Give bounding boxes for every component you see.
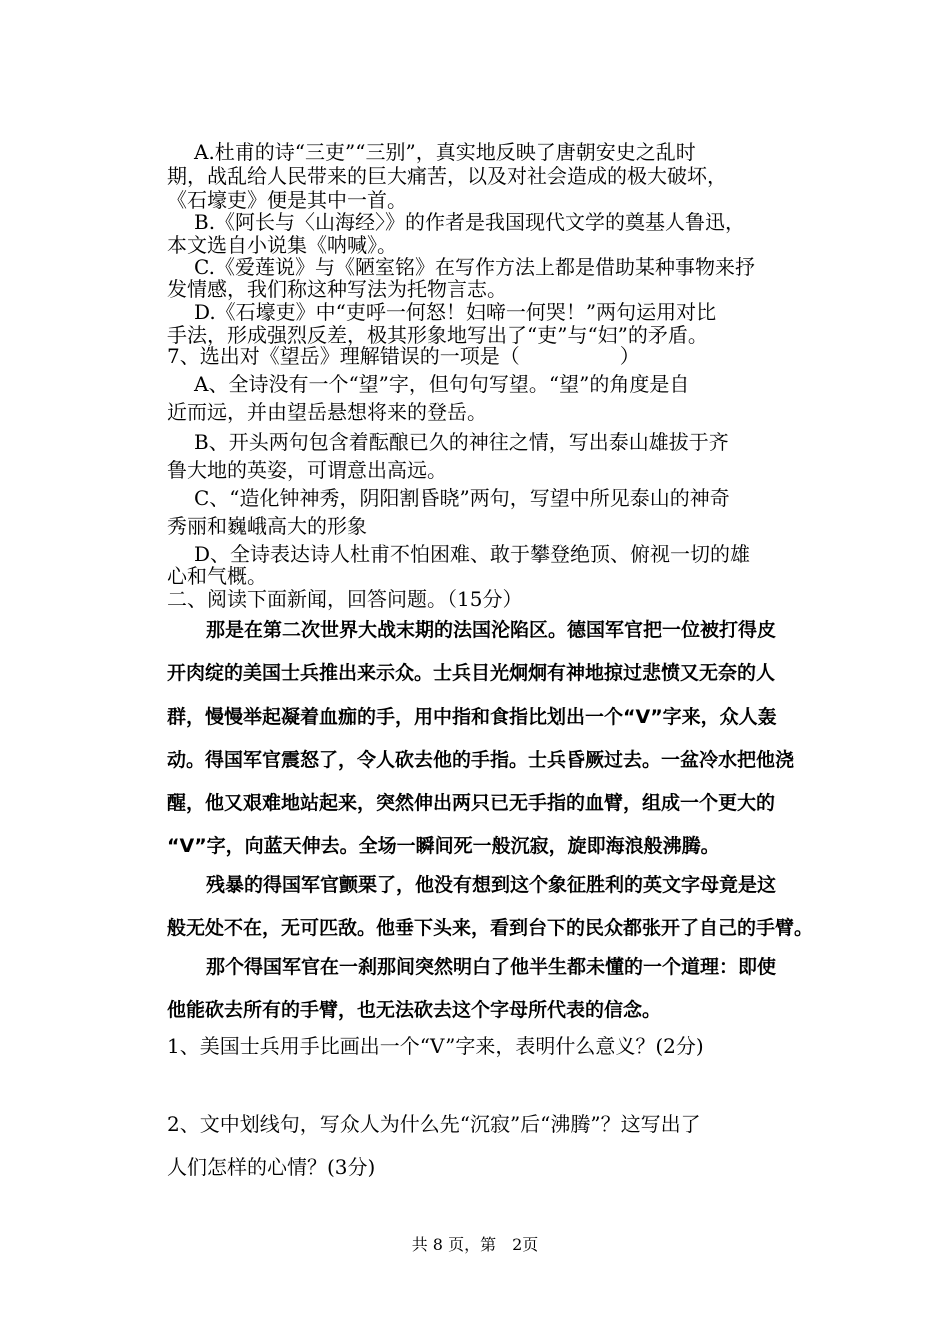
- option-d-line-1: D.《石壕吏》中“吏呼一何怒！妇啼一何哭！”两句运用对比: [194, 300, 717, 324]
- q7-option-d-line-2: 心和气概。: [167, 564, 267, 588]
- passage-p2-line-2: 般无处不在，无可匹敌。他垂下头来，看到台下的民众都张开了自己的手臂。: [167, 917, 814, 939]
- page-footer: 共 8 页，第 2页: [411, 1235, 539, 1254]
- q7-option-c-line-2: 秀丽和巍峨高大的形象: [167, 514, 367, 538]
- option-a-line-3: 《石壕吏》便是其中一首。: [167, 188, 407, 212]
- passage-p1-line-4: 动。得国军官震怒了，令人砍去他的手指。士兵昏厥过去。一盆冷水把他浇: [167, 749, 795, 771]
- q7-option-b-line-1: B、开头两句包含着酝酿已久的神往之情，写出泰山雄拔于齐: [194, 430, 729, 454]
- passage-p1-line-3: 群，慢慢举起凝着血痂的手，用中指和食指比划出一个“V”字来，众人轰: [167, 706, 777, 728]
- section-2-heading: 二、阅读下面新闻，回答问题。（15分）: [167, 587, 523, 611]
- q7-option-d-line-1: D、全诗表达诗人杜甫不怕困难、敢于攀登绝顶、俯视一切的雄: [194, 542, 751, 566]
- passage-p3-line-2: 他能砍去所有的手臂，也无法砍去这个字母所代表的信念。: [167, 999, 662, 1021]
- passage-p3-line-1: 那个得国军官在一刹那间突然明白了他半生都未懂的一个道理：即使: [206, 956, 777, 978]
- passage-p1-line-1: 那是在第二次世界大战末期的法国沦陷区。德国军官把一位被打得皮: [206, 619, 777, 641]
- q7-option-a-line-2: 近而远，并由望岳悬想将来的登岳。: [167, 400, 487, 424]
- passage-p1-line-2: 开肉绽的美国士兵推出来示众。士兵目光炯炯有神地掠过悲愤又无奈的人: [167, 662, 776, 684]
- question-2-line-1: 2、文中划线句，写众人为什么先“沉寂”后“沸腾”？这写出了: [167, 1112, 701, 1136]
- option-a-line-1: A.杜甫的诗“三吏”“三别”，真实地反映了唐朝安史之乱时: [194, 140, 696, 164]
- q7-option-b-line-2: 鲁大地的英姿，可谓意出高远。: [167, 458, 447, 482]
- passage-p1-line-6: “V”字，向蓝天伸去。全场一瞬间死一般沉寂，旋即海浪般沸腾。: [167, 835, 720, 857]
- option-c-line-1: C.《爱莲说》与《陋室铭》在写作方法上都是借助某种事物来抒: [194, 255, 755, 279]
- option-d-line-2: 手法，形成强烈反差，极其形象地写出了“吏”与“妇”的矛盾。: [167, 323, 708, 347]
- question-7: 7、选出对《望岳》理解错误的一项是（ ）: [167, 344, 640, 368]
- passage-p1-line-5: 醒，他又艰难地站起来，突然伸出两只已无手指的血臂，组成一个更大的: [167, 792, 776, 814]
- option-b-line-2: 本文选自小说集《呐喊》。: [167, 233, 397, 257]
- option-b-line-1: B.《阿长与〈山海经〉》的作者是我国现代文学的奠基人鲁迅，: [194, 210, 746, 234]
- passage-p2-line-1: 残暴的得国军官颤栗了，他没有想到这个象征胜利的英文字母竟是这: [206, 874, 777, 896]
- option-a-line-2: 期，战乱给人民带来的巨大痛苦，以及对社会造成的极大破坏，: [167, 164, 727, 188]
- q7-option-a-line-1: A、全诗没有一个“望”字，但句句写望。“望”的角度是自: [194, 372, 690, 396]
- option-c-line-2: 发情感，我们称这种写法为托物言志。: [167, 277, 507, 301]
- question-1: 1、美国士兵用手比画出一个“V”字来，表明什么意义？(2分): [167, 1034, 704, 1058]
- q7-option-c-line-1: C、“造化钟神秀，阴阳割昏晓”两句，写望中所见泰山的神奇: [194, 486, 730, 510]
- question-2-line-2: 人们怎样的心情？(3分): [167, 1155, 376, 1179]
